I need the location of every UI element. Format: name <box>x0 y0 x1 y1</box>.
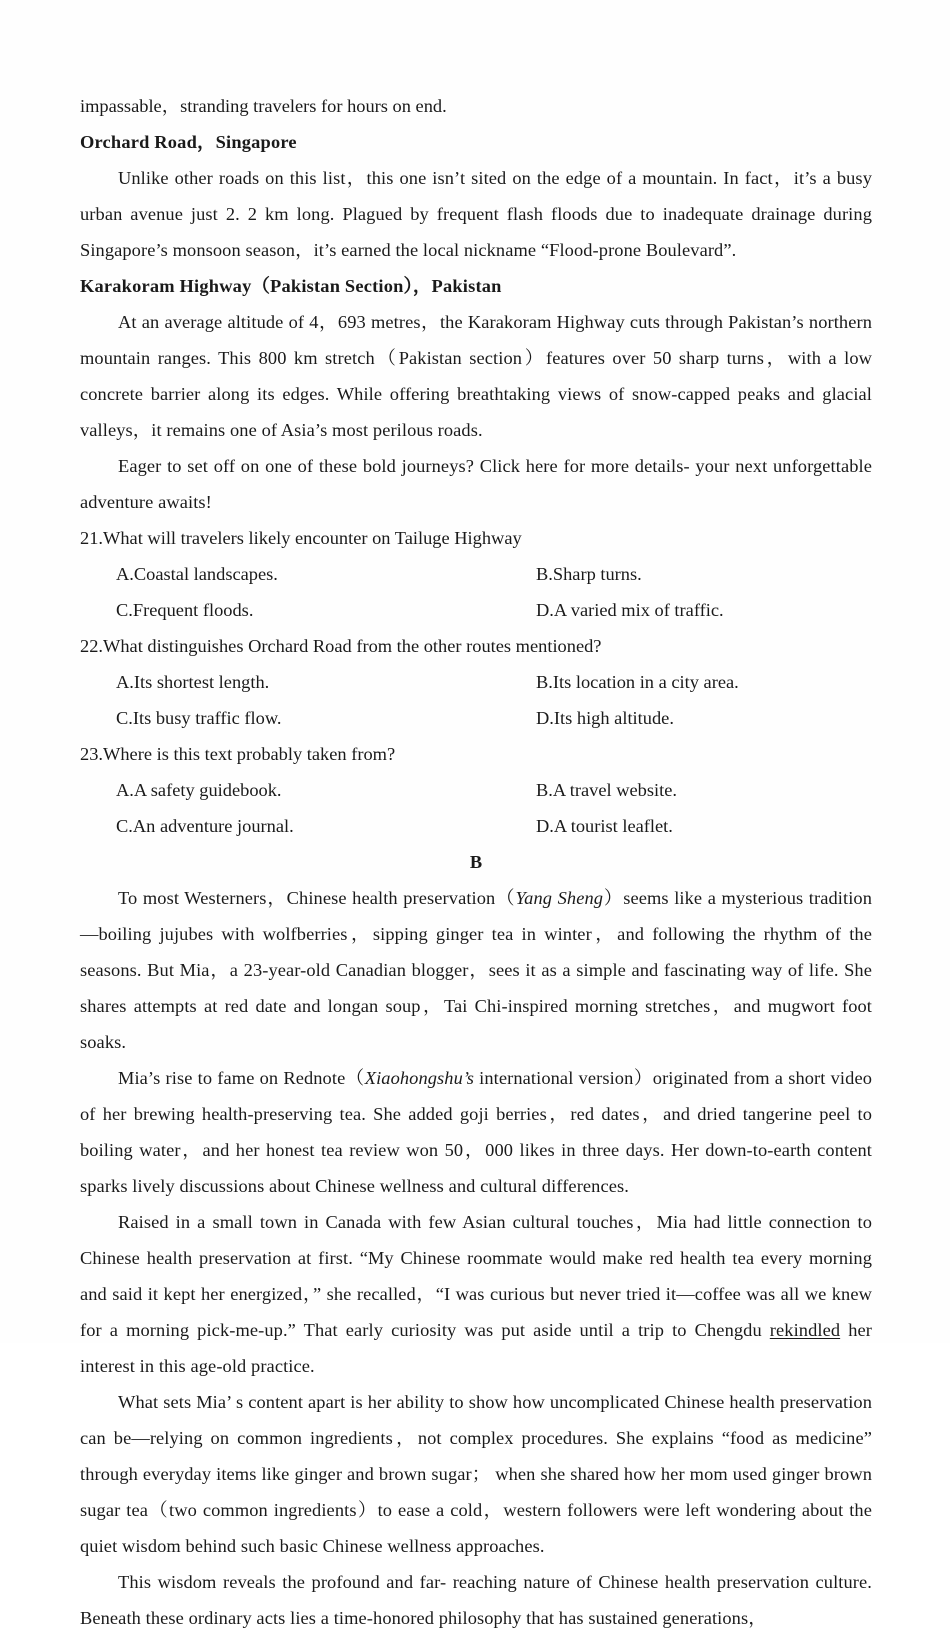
text-run: international version）originated from a short video of her brewing health-preserving tea. She added goji berries，red dates，and dried tangerine peel to boiling water，and her honest tea review won 50，000 likes in three days. Her down-to-earth content sparks lively discussions about Chinese wellness and cultural differences. <box>80 1068 872 1196</box>
option-text: A travel website. <box>552 780 677 800</box>
question-22-option-row-2 <box>80 700 872 736</box>
text-column <box>80 88 872 1636</box>
question-22-stem <box>80 628 872 664</box>
section-b-paragraph-2 <box>80 1060 872 1204</box>
section-letter-b: B <box>469 852 483 872</box>
option-text: Its high altitude. <box>553 708 674 728</box>
question-23 <box>80 736 872 844</box>
question-21-stem <box>80 520 872 556</box>
option-label: B. <box>536 780 553 800</box>
question-23-option-a[interactable] <box>116 772 536 808</box>
question-22-option-c[interactable] <box>116 700 536 736</box>
option-text: Its busy traffic flow. <box>132 708 282 728</box>
option-label: A. <box>116 564 134 584</box>
text-run: her interest in this age-old practice. <box>80 1320 872 1376</box>
option-label: B. <box>536 672 553 692</box>
text-run: To most Westerners，Chinese health preservation（ <box>118 888 516 908</box>
option-text: Coastal landscapes. <box>133 564 278 584</box>
underlined-word: rekindled <box>769 1320 841 1340</box>
passage-continuation-line: impassable，stranding travelers for hours on end. <box>80 96 447 116</box>
option-label: D. <box>536 708 554 728</box>
option-text: Its location in a city area. <box>552 672 739 692</box>
italic-term: Yang Sheng <box>515 888 604 908</box>
section-b-paragraph-1 <box>80 880 872 1060</box>
option-label: B. <box>536 564 553 584</box>
option-text: A varied mix of traffic. <box>553 600 724 620</box>
option-text: Its shortest length. <box>133 672 270 692</box>
question-22-option-d[interactable] <box>536 700 674 736</box>
text-run: ）seems like a mysterious tradition—boiling jujubes with wolfberries，sipping ginger tea in winter，and following the rhythm of the seasons. But Mia，a 23-year-old Canadian blogger，sees it as a simple and fascinating way of life. She shares attempts at red date and longan soup，Tai Chi-inspired morning stretches，and mugwort foot soaks. <box>80 888 872 1052</box>
question-21-option-d[interactable] <box>536 592 724 628</box>
question-22-option-row-1 <box>80 664 872 700</box>
option-label: C. <box>116 600 133 620</box>
question-22-option-b[interactable] <box>536 664 739 700</box>
question-23-option-row-2 <box>80 808 872 844</box>
question-22 <box>80 628 872 736</box>
question-21-text: What will travelers likely encounter on Tailuge Highway <box>103 528 522 548</box>
question-21 <box>80 520 872 628</box>
option-label: A. <box>116 780 134 800</box>
option-label: A. <box>116 672 134 692</box>
question-21-option-row-2 <box>80 592 872 628</box>
question-23-option-b[interactable] <box>536 772 677 808</box>
section-b-paragraph-4 <box>80 1384 872 1564</box>
text-run: What sets Mia’ s content apart is her ability to show how uncomplicated Chinese health preservation can be—relying on common ingredients，not complex procedures. She explains “food as medicine” through everyday items like ginger and brown sugar； when she shared how her mom used ginger brown sugar tea（two common ingredients）to ease a cold，western followers were left wondering about the quiet wisdom behind such basic Chinese wellness approaches. <box>80 1392 872 1556</box>
question-23-option-c[interactable] <box>116 808 536 844</box>
paragraph-karakoram-highway: At an average altitude of 4，693 metres，the Karakoram Highway cuts through Pakistan’s northern mountain ranges. This 800 km stretch（Pakistan section）features over 50 sharp turns，with a low concrete barrier along its edges. While offering breathtaking views of snow-capped peaks and glacial valleys，it remains one of Asia’s most perilous roads. <box>80 312 872 440</box>
question-23-number: 23. <box>80 744 103 764</box>
question-22-text: What distinguishes Orchard Road from the other routes mentioned? <box>103 636 602 656</box>
question-21-option-a[interactable] <box>116 556 536 592</box>
option-text: A tourist leaflet. <box>553 816 673 836</box>
option-text: Sharp turns. <box>552 564 642 584</box>
question-21-number: 21. <box>80 528 103 548</box>
question-22-option-a[interactable] <box>116 664 536 700</box>
option-text: An adventure journal. <box>132 816 294 836</box>
paragraph-orchard-road: Unlike other roads on this list，this one isn’t sited on the edge of a mountain. In fact，it’s a busy urban avenue just 2. 2 km long. Plagued by frequent flash floods due to inadequate drainage during Singapore’s monsoon season，it’s earned the local nickname “Flood-prone Boulevard”. <box>80 168 872 260</box>
question-21-option-row-1 <box>80 556 872 592</box>
option-label: D. <box>536 600 554 620</box>
section-b-paragraph-3 <box>80 1204 872 1384</box>
question-23-text: Where is this text probably taken from? <box>103 744 396 764</box>
section-b-paragraph-5 <box>80 1564 872 1636</box>
question-23-option-d[interactable] <box>536 808 673 844</box>
question-23-stem <box>80 736 872 772</box>
italic-term: Xiaohongshu’s <box>364 1068 475 1088</box>
text-run: This wisdom reveals the profound and far- reaching nature of Chinese health preservation culture. Beneath these ordinary acts lies a time-honored philosophy that has sustained generations， <box>80 1572 872 1628</box>
text-run: Mia’s rise to fame on Rednote（ <box>118 1068 365 1088</box>
option-text: Frequent floods. <box>132 600 254 620</box>
subheading-orchard-road: Orchard Road，Singapore <box>80 132 297 152</box>
question-22-number: 22. <box>80 636 103 656</box>
text-run: Raised in a small town in Canada with few Asian cultural touches，Mia had little connection to Chinese health preservation at first. “My Chinese roommate would make red health tea every morning and said it kept her energized，” she recalled，“I was curious but never tried it—coffee was all we knew for a morning pick-me-up.” That early curiosity was put aside until a trip to Chengdu <box>80 1212 872 1340</box>
question-21-option-b[interactable] <box>536 556 642 592</box>
option-label: D. <box>536 816 554 836</box>
option-label: C. <box>116 708 133 728</box>
question-23-option-row-1 <box>80 772 872 808</box>
question-21-option-c[interactable] <box>116 592 536 628</box>
paragraph-closing-call-to-action: Eager to set off on one of these bold journeys? Click here for more details- your next unforgettable adventure awaits! <box>80 456 872 512</box>
subheading-karakoram-highway: Karakoram Highway（Pakistan Section），Pakistan <box>80 276 502 296</box>
option-text: A safety guidebook. <box>133 780 282 800</box>
question-block <box>80 520 872 844</box>
option-label: C. <box>116 816 133 836</box>
